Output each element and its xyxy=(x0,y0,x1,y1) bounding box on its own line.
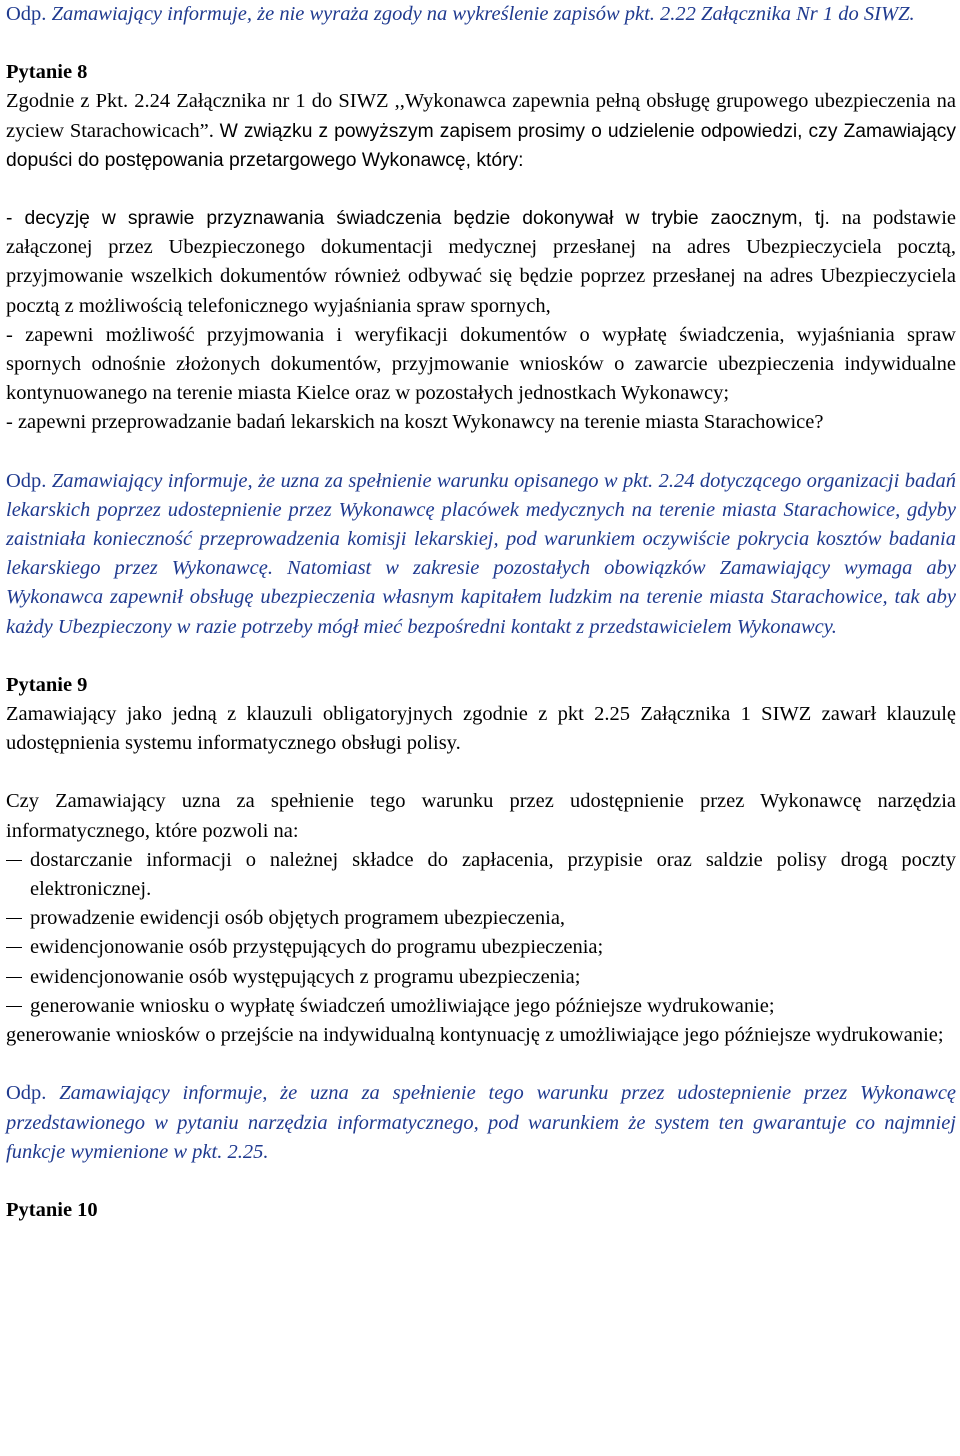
list-item: generowanie wniosku o wypłatę świadczeń umożliwiające jego późniejsze wydrukowanie; xyxy=(6,992,956,1021)
question-8-intro-sans: W związku z powyższym zapisem prosimy o udzielenie odpowiedzi, czy Zamawiający dopuści do postępowania przetargowego Wykonawcę, który: xyxy=(6,120,956,171)
dash-icon xyxy=(6,918,22,919)
odp-label: Odp. xyxy=(6,469,47,492)
answer-text: Zamawiający informuje, że uzna za spełnienie tego warunku przez udostepnienie przez Wykonawcę przedstawionego w pytaniu narzędzia informatycznego, pod warunkiem że system ten gwarantuje co najmniej funkcje wymienione w pkt. 2.25. xyxy=(6,1082,957,1163)
dash-icon xyxy=(6,947,22,948)
list-item: ewidencjonowanie osób przystępujących do programu ubezpieczenia; xyxy=(6,933,956,962)
answer-text: Zamawiający informuje, że uzna za spełnienie warunku opisanego w pkt. 2.24 dotyczącego organizacji badań lekarskich poprzez udostepnienie przez Wykonawcę placówek medycznych na terenie miasta Starachowice, gdyby zaistniała konieczność przeprowadzenia komisji lekarskiej, pod warunkiem oczywiście pokrycia kosztów badania lekarskiego przez Wykonawcę. Natomiast w zakresie pozostałych obowiązków Zamawiający wymaga aby Wykonawca zapewnił obsługę ubezpieczenia własnym kapitałem ludzkim na terenie miasta Starachowice, tak aby każdy Ubezpieczony w razie potrzeby mógł mieć bezpośredni kontakt z przedstawicielem Wykonawcy. xyxy=(6,469,957,638)
odp-label: Odp. xyxy=(6,1082,47,1105)
dash-icon xyxy=(6,977,22,978)
dash-icon xyxy=(6,860,22,861)
question-8-intro xyxy=(6,87,956,175)
document-page xyxy=(6,0,956,1225)
list-item-continuation: generowanie wniosków o przejście na indywidualną kontynuację z umożliwiające jego późniejsze wydrukowanie; xyxy=(6,1024,944,1047)
question-9-heading: Pytanie 9 xyxy=(6,673,88,696)
answer-text: Zamawiający informuje, że nie wyraża zgody na wykreślenie zapisów pkt. 2.22 Załącznika Nr 1 do SIWZ. xyxy=(51,3,915,25)
question-8-bullet-2: - zapewni możliwość przyjmowania i weryfikacji dokumentów o wypłatę świadczenia, wyjaśniania spraw spornych odnośnie złożonych dokumentów, przyjmowanie wniosków o zawarcie ubezpieczenia indywidualne kontynuowanego na terenie miasta Kielce oraz w pozostałych jednostkach Wykonawcy; xyxy=(6,323,956,405)
question-8-bullet-3: - zapewni przeprowadzanie badań lekarskich na koszt Wykonawcy na terenie miasta Starachowice? xyxy=(6,411,824,434)
question-8-bullet-1-sans: - decyzję w sprawie przyznawania świadczenia będzie dokonywał w trybie zaocznym, tj. xyxy=(6,208,830,230)
question-8-bullet-1-serif: na podstawie załączonej przez Ubezpieczonego dokumentacji medycznej przesłanej na adres Ubezpieczyciela pocztą, przyjmowanie wszelkich dokumentów również odbywać się będzie poprzez przesłanej na adres Ubezpieczyciela pocztą z możliwością telefonicznego wyjaśniania spraw spornych, xyxy=(6,207,956,317)
question-10-heading: Pytanie 10 xyxy=(6,1198,98,1221)
list-item: dostarczanie informacji o należnej składce do zapłacenia, przypisie oraz saldzie polisy drogą poczty elektronicznej. xyxy=(6,846,956,904)
odp-label: Odp. xyxy=(6,3,47,25)
answer-paragraph-7 xyxy=(6,0,956,29)
answer-paragraph-9 xyxy=(6,1079,956,1167)
question-9-intro: Zamawiający jako jedną z klauzuli obligatoryjnych zgodnie z pkt 2.25 Załącznika 1 SIWZ zawarł klauzulę udostępnienia systemu informatycznego obsługi polisy. xyxy=(6,703,956,755)
question-8-intro-serif: Zgodnie z Pkt. 2.24 Załącznika nr 1 do SIWZ ,,Wykonawca zapewnia pełną obsługę grupowego ubezpieczenia na zyciew Starachowicach”. xyxy=(6,90,956,142)
answer-paragraph-8 xyxy=(6,467,956,642)
list-item: ewidencjonowanie osób występujących z programu ubezpieczenia; xyxy=(6,963,956,992)
question-9-question: Czy Zamawiający uzna za spełnienie tego warunku przez udostępnienie przez Wykonawcę narzędzia informatycznego, które pozwoli na: xyxy=(6,790,956,842)
list-item: prowadzenie ewidencji osób objętych programem ubezpieczenia, xyxy=(6,904,956,933)
dash-icon xyxy=(6,1006,22,1007)
question-8-bullet-1 xyxy=(6,204,956,321)
question-8-heading: Pytanie 8 xyxy=(6,61,88,84)
